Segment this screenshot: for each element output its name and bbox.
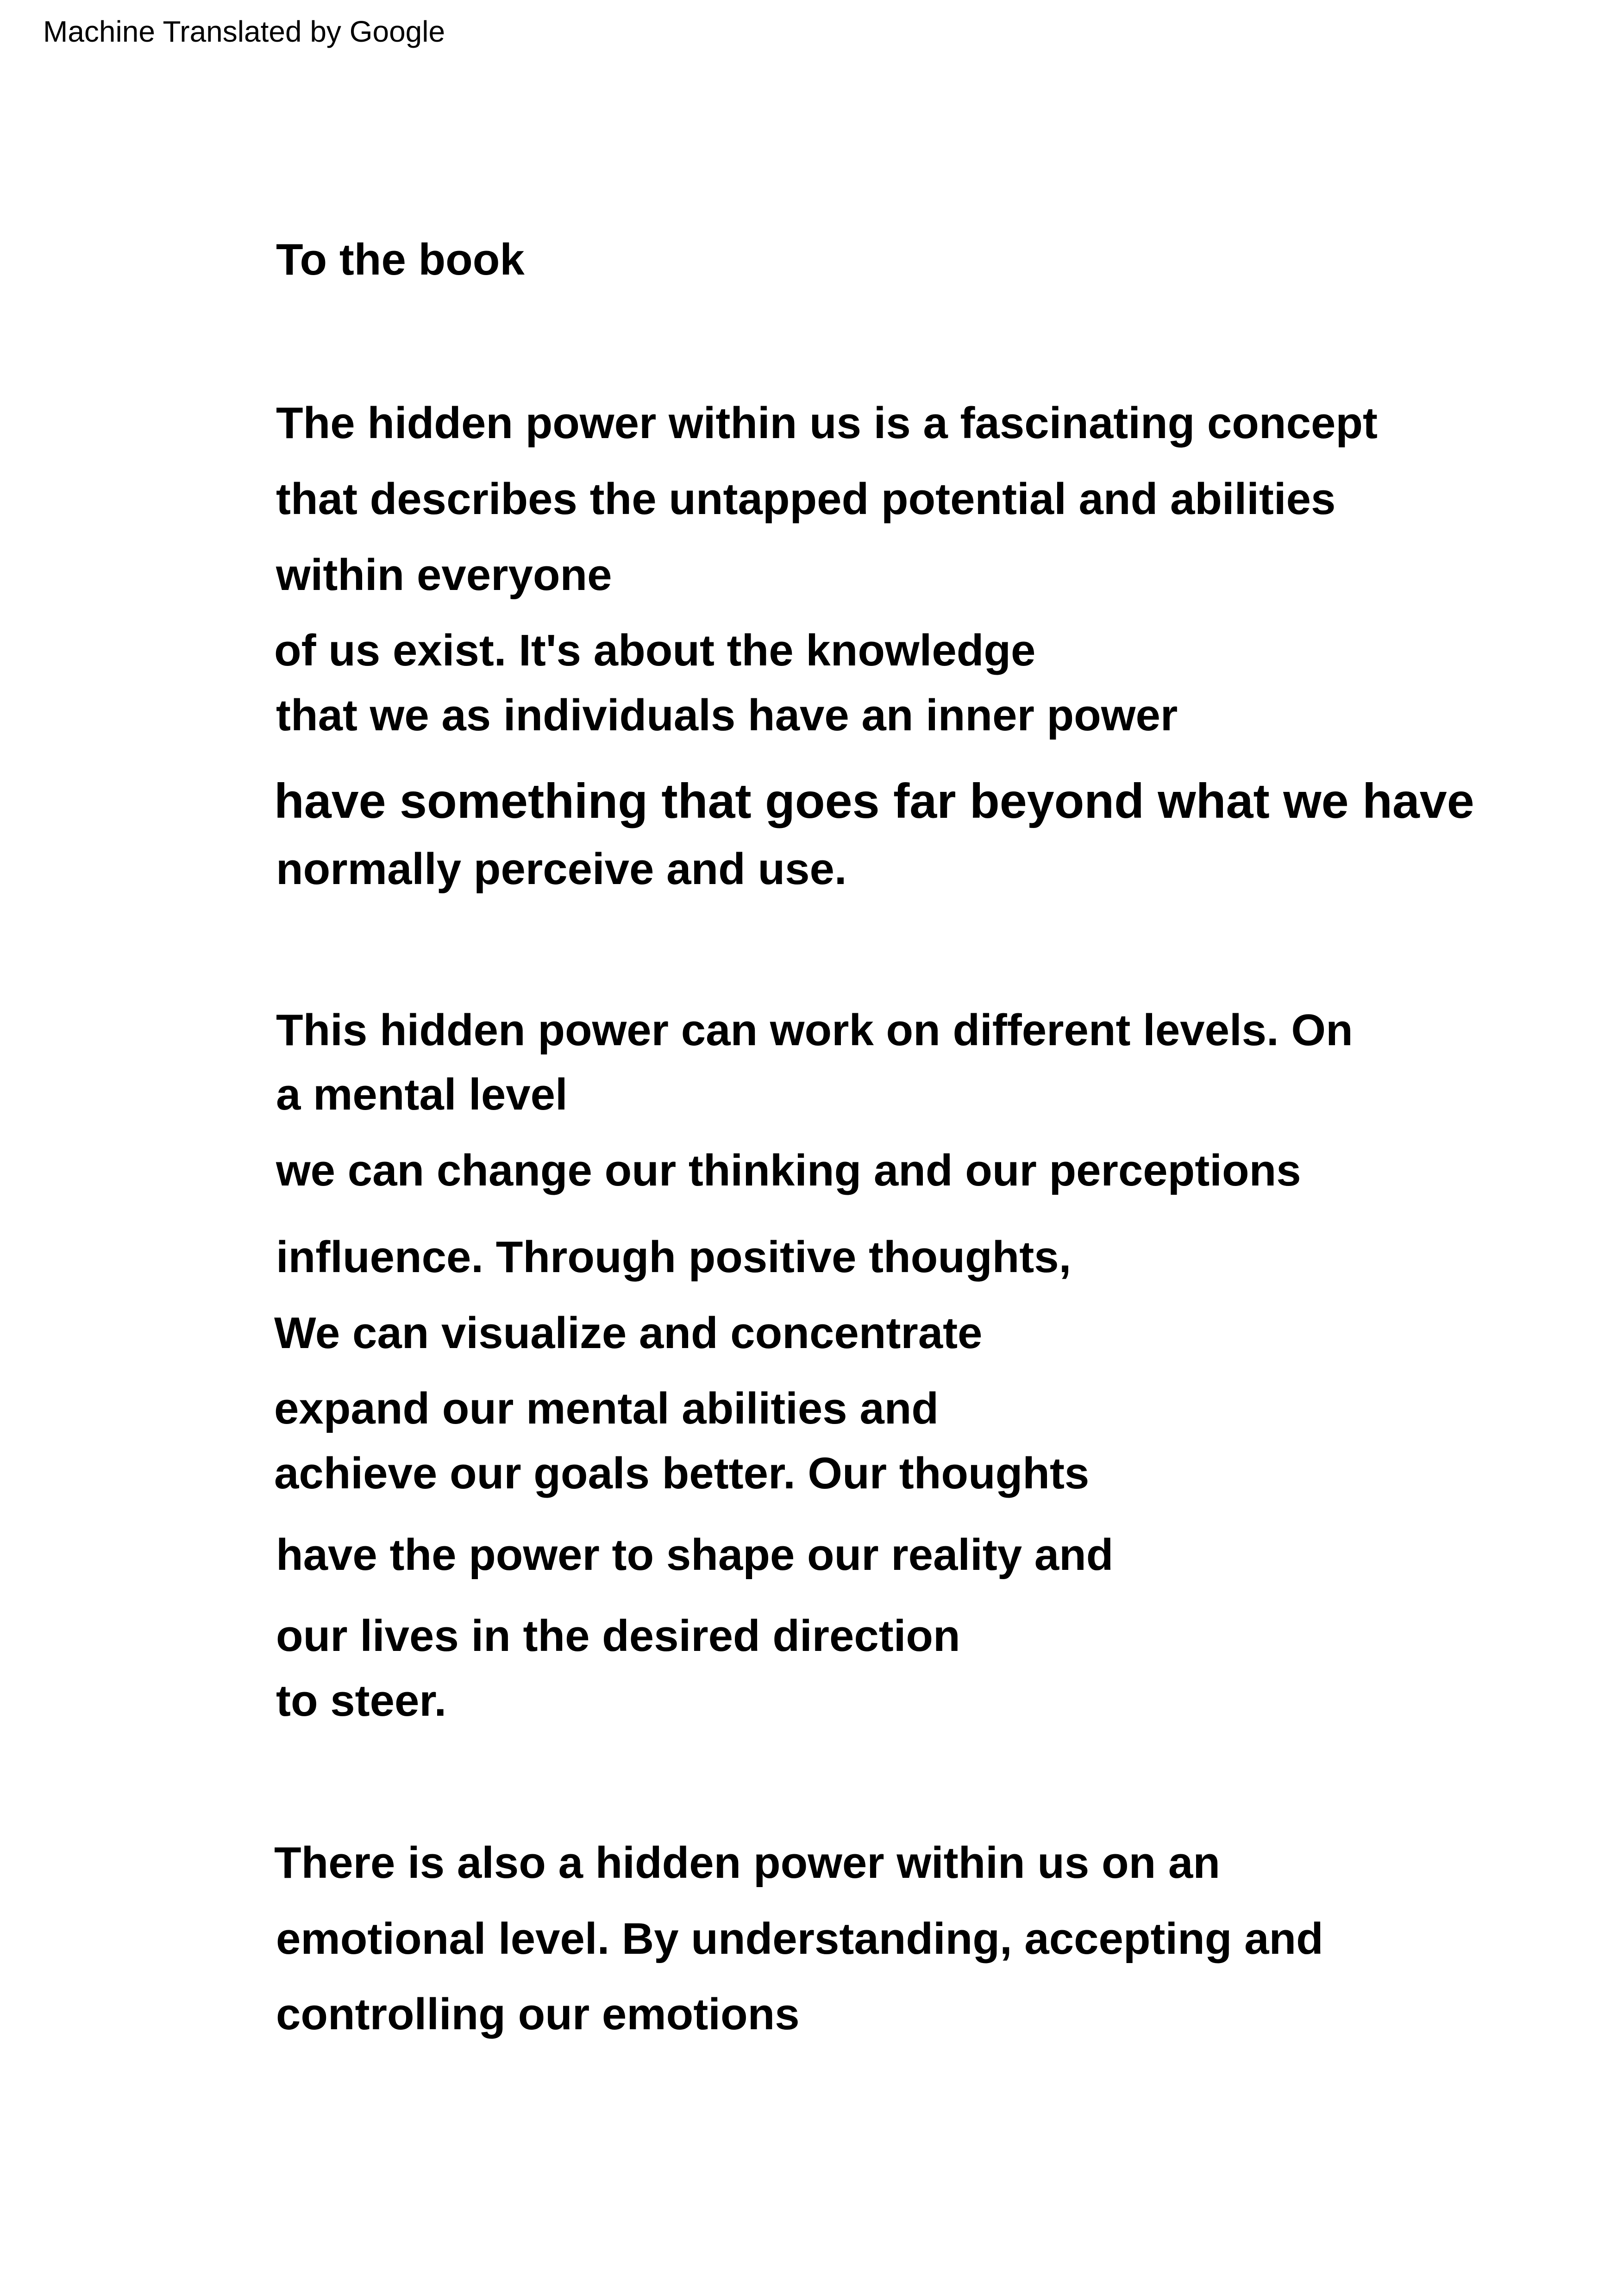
text-line: to steer. xyxy=(276,1676,447,1725)
text-line: achieve our goals better. Our thoughts xyxy=(274,1449,1090,1498)
text-line: There is also a hidden power within us on an xyxy=(274,1838,1220,1888)
page-title: To the book xyxy=(276,235,525,284)
text-line: within everyone xyxy=(276,550,612,600)
text-line: controlling our emotions xyxy=(276,1989,800,2039)
text-line: our lives in the desired direction xyxy=(276,1611,960,1661)
text-line: that describes the untapped potential and abilities xyxy=(276,474,1336,524)
text-line: We can visualize and concentrate xyxy=(274,1308,983,1358)
text-line: emotional level. By understanding, accepting and xyxy=(276,1914,1323,1964)
text-line: we can change our thinking and our perceptions xyxy=(276,1146,1301,1195)
text-line: This hidden power can work on different levels. On xyxy=(276,1005,1353,1055)
text-line: The hidden power within us is a fascinating concept xyxy=(276,398,1378,448)
text-line: influence. Through positive thoughts, xyxy=(276,1232,1072,1282)
text-line: that we as individuals have an inner power xyxy=(276,690,1178,740)
text-line: normally perceive and use. xyxy=(276,844,847,894)
machine-translation-banner: Machine Translated by Google xyxy=(43,15,445,48)
text-line: a mental level xyxy=(276,1070,568,1119)
text-line: have something that goes far beyond what we have xyxy=(274,774,1474,828)
text-line: have the power to shape our reality and xyxy=(276,1530,1114,1580)
text-line: expand our mental abilities and xyxy=(274,1384,939,1433)
text-line: of us exist. It's about the knowledge xyxy=(274,626,1036,675)
